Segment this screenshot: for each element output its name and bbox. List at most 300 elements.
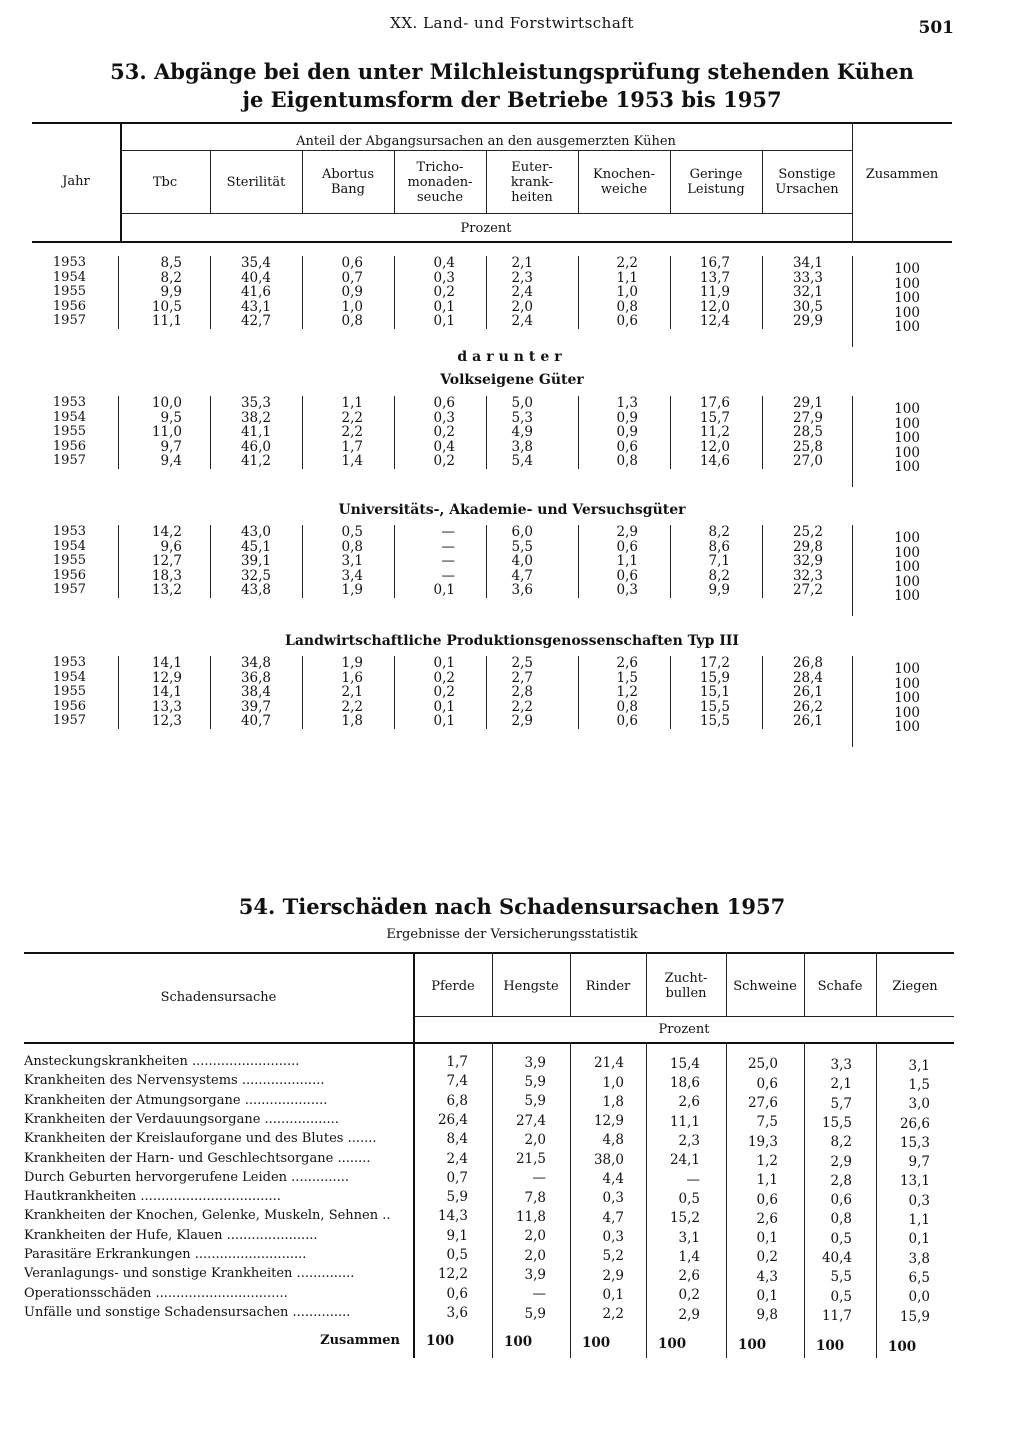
table-cell: 0,1 (433, 313, 455, 329)
table-cell: 25,0 (747, 1056, 778, 1073)
table-cell: 13,7 (699, 269, 730, 286)
table-cell: 10,5 (151, 298, 182, 315)
year-cell: 1957 (52, 713, 86, 728)
table-cell: 100 (894, 704, 920, 721)
table-cell: 100 (894, 415, 920, 432)
year-cell: 1956 (52, 298, 86, 314)
table-cell: 0,8 (616, 453, 638, 469)
table-cell: 2,9 (830, 1153, 852, 1170)
table-cell: 2,5 (511, 655, 533, 671)
row-label: Unfälle und sonstige Schadensursachen .............. (24, 1305, 351, 1320)
table-cell: 0,9 (616, 409, 638, 426)
table-cell: 10,0 (151, 395, 182, 411)
table-cell: 0,2 (756, 1249, 778, 1266)
column-rule (118, 256, 119, 329)
table-cell: 26,4 (437, 1111, 468, 1128)
table-cell: 5,5 (511, 538, 533, 555)
table-cell: 100 (894, 459, 920, 475)
table-cell: 9,6 (160, 538, 182, 555)
column-rule (852, 525, 853, 616)
table-cell: 32,9 (792, 553, 823, 569)
table-cell: 1,1 (756, 1172, 778, 1189)
table-cell: 45,1 (240, 538, 271, 555)
total-cell: 100 (426, 1333, 455, 1349)
total-cell: 100 (658, 1336, 687, 1352)
table-cell: 8,5 (160, 255, 182, 271)
row-label: Krankheiten der Knochen, Gelenke, Muskeln, Sehnen .. (24, 1209, 391, 1224)
table-cell: 3,9 (524, 1054, 546, 1071)
row-label: Krankheiten der Hufe, Klauen ...................... (24, 1228, 318, 1243)
table-cell: 100 (894, 261, 920, 277)
row-label: Krankheiten des Nervensystems .................... (24, 1074, 325, 1089)
table-cell: 2,6 (678, 1268, 700, 1285)
group-header: Anteil der Abgangsursachen an den ausgemerzten Kühen (296, 133, 676, 149)
year-cell: 1955 (52, 424, 86, 439)
table-cell: — (532, 1170, 546, 1187)
table-cell: 1,4 (341, 453, 363, 469)
row-label: Krankheiten der Kreislauforgane und des Blutes ....... (24, 1132, 377, 1147)
table-cell: 1,1 (908, 1212, 930, 1228)
table-cell: 25,8 (792, 438, 823, 455)
year-cell: 1953 (52, 524, 86, 539)
table-cell: 29,8 (792, 538, 823, 555)
table-cell: 0,5 (830, 1288, 852, 1305)
table-cell: 11,1 (669, 1113, 700, 1130)
table-cell: — (441, 567, 455, 584)
table-cell: 100 (894, 430, 920, 446)
table-cell: 6,5 (908, 1269, 930, 1286)
table-cell: 8,2 (708, 567, 730, 584)
table-cell: 0,6 (756, 1075, 778, 1092)
table-cell: 6,8 (446, 1092, 468, 1109)
column-rule (118, 656, 119, 729)
total-cell: 100 (582, 1335, 611, 1351)
year-cell: 1955 (52, 684, 86, 699)
table-cell: 2,2 (602, 1306, 624, 1323)
table-53-title-line-2: je Eigentumsform der Betriebe 1953 bis 1957 (242, 87, 782, 112)
table-cell: 2,2 (341, 698, 363, 715)
table-cell: 0,7 (341, 269, 363, 286)
unit-prozent: Prozent (460, 220, 512, 236)
column-header: Zucht- bullen (664, 971, 708, 1001)
table-cell: — (441, 524, 455, 540)
table-cell: 7,4 (446, 1073, 468, 1090)
table-cell: 28,5 (792, 424, 823, 440)
table-cell: 100 (894, 319, 920, 335)
table-cell: 100 (894, 304, 920, 321)
total-column-header: Zusammen (865, 167, 939, 182)
table-cell: 1,0 (341, 298, 363, 315)
table-cell: 5,4 (511, 453, 533, 469)
table-cell: 0,1 (756, 1288, 778, 1304)
darunter-label: darunter (457, 349, 567, 365)
table-cell: 3,0 (908, 1096, 930, 1113)
total-row-label: Zusammen (320, 1334, 400, 1348)
table-cell: 8,2 (708, 524, 730, 540)
table-cell: 7,5 (756, 1114, 778, 1131)
table-cell: 0,1 (756, 1230, 778, 1247)
column-header: Hengste (503, 978, 559, 994)
table-cell: 2,2 (616, 255, 638, 271)
table-cell: 1,1 (616, 269, 638, 286)
table-cell: 41,1 (240, 424, 271, 440)
table-cell: 14,1 (151, 655, 182, 671)
table-cell: 5,5 (830, 1269, 852, 1286)
table-cell: 5,9 (524, 1093, 546, 1110)
table-cell: 43,0 (240, 524, 271, 540)
table-cell: 2,1 (830, 1076, 852, 1093)
table-cell: 1,7 (341, 438, 363, 455)
table-cell: 18,6 (669, 1075, 700, 1092)
table-cell: 0,3 (602, 1190, 624, 1207)
table-cell: — (532, 1286, 546, 1303)
table-cell: 1,8 (602, 1093, 624, 1110)
table-cell: 100 (894, 588, 920, 604)
row-label: Hautkrankheiten .................................. (24, 1190, 281, 1205)
table-cell: 12,0 (699, 298, 730, 315)
table-cell: 2,9 (616, 524, 638, 540)
table-cell: 8,2 (830, 1134, 852, 1151)
table-cell: 11,1 (151, 313, 182, 329)
column-rule (118, 525, 119, 598)
table-cell: 0,2 (433, 669, 455, 686)
rule-line (24, 1042, 954, 1044)
row-label: Operationsschäden ................................ (24, 1286, 288, 1301)
table-cell: — (441, 553, 455, 569)
table-cell: 2,3 (678, 1133, 700, 1149)
table-cell: 0,1 (433, 698, 455, 715)
table-cell: 3,1 (341, 553, 363, 569)
table-cell: 9,1 (446, 1227, 468, 1244)
section-heading: Volkseigene Güter (440, 372, 584, 388)
table-cell: 2,8 (511, 684, 533, 700)
table-cell: 15,5 (699, 698, 730, 715)
table-cell: 15,5 (699, 713, 730, 729)
table-cell: 1,2 (756, 1152, 778, 1169)
column-header: Schweine (733, 978, 797, 994)
table-cell: 38,0 (593, 1151, 624, 1168)
table-cell: 5,9 (446, 1189, 468, 1206)
table-cell: 0,6 (616, 538, 638, 555)
rule-line (32, 122, 952, 124)
table-cell: 32,3 (792, 567, 823, 584)
row-label: Veranlagungs- und sonstige Krankheiten .............. (24, 1267, 355, 1282)
table-cell: 1,5 (616, 669, 638, 686)
table-cell: 39,7 (240, 698, 271, 715)
column-rule (118, 396, 119, 469)
table-cell: 0,5 (341, 524, 363, 540)
table-cell: 27,2 (792, 582, 823, 598)
table-cell: 0,6 (341, 255, 363, 271)
table-cell: 15,4 (669, 1055, 700, 1072)
total-cell: 100 (504, 1334, 533, 1350)
table-cell: 0,6 (616, 313, 638, 329)
table-cell: 15,1 (699, 684, 730, 700)
table-cell: 26,2 (792, 698, 823, 715)
table-cell: 12,4 (699, 313, 730, 329)
table-cell: 4,3 (756, 1268, 778, 1285)
year-cell: 1954 (52, 409, 86, 425)
table-cell: 24,1 (669, 1152, 700, 1169)
table-cell: 14,1 (151, 684, 182, 700)
table-cell: 9,8 (756, 1307, 778, 1324)
table-cell: 6,0 (511, 524, 533, 540)
table-cell: 2,0 (524, 1228, 546, 1245)
table-cell: 0,5 (446, 1247, 468, 1263)
table-cell: 16,7 (699, 255, 730, 271)
table-cell: 0,6 (830, 1192, 852, 1209)
table-cell: 34,1 (792, 255, 823, 271)
table-cell: 35,4 (240, 255, 271, 271)
table-cell: 3,6 (446, 1304, 468, 1321)
year-cell: 1955 (52, 553, 86, 568)
table-cell: 32,5 (240, 567, 271, 584)
table-cell: 15,2 (669, 1210, 700, 1227)
column-rule (852, 656, 853, 747)
table-cell: 12,2 (437, 1266, 468, 1283)
table-cell: 2,4 (511, 284, 533, 300)
table-cell: 0,3 (433, 409, 455, 426)
section-heading: Universitäts-, Akademie- und Versuchsgüter (338, 502, 686, 518)
table-cell: 0,6 (433, 395, 455, 411)
table-cell: 2,1 (511, 255, 533, 271)
table-cell: 0,3 (908, 1192, 930, 1209)
table-cell: 26,1 (792, 684, 823, 700)
table-cell: 41,6 (240, 284, 271, 300)
table-cell: 2,0 (511, 298, 533, 315)
table-cell: 100 (894, 401, 920, 417)
table-54-title: 54. Tierschäden nach Schadensursachen 1957 (238, 894, 786, 919)
table-cell: 11,8 (515, 1209, 546, 1225)
table-cell: 0,4 (433, 255, 455, 271)
table-cell: 100 (894, 444, 920, 461)
table-cell: 11,7 (821, 1307, 852, 1324)
table-cell: 15,9 (899, 1308, 930, 1325)
table-cell: 0,1 (908, 1231, 930, 1248)
table-cell: 27,0 (792, 453, 823, 469)
table-cell: 0,2 (433, 284, 455, 300)
table-cell: 0,3 (433, 269, 455, 286)
column-header: Abortus Bang (321, 167, 375, 197)
table-cell: 5,7 (830, 1095, 852, 1112)
table-cell: 7,1 (708, 553, 730, 569)
year-column-header: Jahr (62, 174, 90, 189)
table-cell: 29,9 (792, 313, 823, 329)
table-cell: 21,5 (515, 1151, 546, 1168)
table-cell: 2,6 (678, 1094, 700, 1111)
table-cell: 0,8 (341, 313, 363, 329)
table-cell: 35,3 (240, 395, 271, 411)
table-cell: 2,4 (446, 1150, 468, 1167)
table-cell: 5,2 (602, 1248, 624, 1265)
table-cell: 25,2 (792, 524, 823, 540)
table-cell: 3,6 (511, 582, 533, 598)
table-cell: 0,8 (830, 1211, 852, 1228)
table-cell: 40,4 (821, 1250, 852, 1266)
table-cell: 4,9 (511, 424, 533, 440)
table-cell: 1,1 (616, 553, 638, 569)
column-header: Knochen- weiche (592, 167, 656, 197)
table-cell: 40,7 (240, 713, 271, 729)
table-cell: 0,1 (433, 582, 455, 598)
table-cell: 0,3 (616, 582, 638, 598)
table-cell: 7,8 (524, 1189, 546, 1206)
table-cell: 5,0 (511, 395, 533, 411)
table-cell: 1,5 (908, 1076, 930, 1093)
table-cell: 12,9 (151, 669, 182, 686)
rule-line (32, 241, 952, 243)
year-cell: 1953 (52, 255, 86, 270)
year-cell: 1954 (52, 669, 86, 685)
year-cell: 1957 (52, 453, 86, 468)
rule-line (414, 1016, 954, 1017)
table-cell: 1,6 (341, 669, 363, 686)
table-cell: 40,4 (240, 269, 271, 286)
column-header: Geringe Leistung (687, 167, 745, 197)
row-label: Krankheiten der Harn- und Geschlechtsorgane ........ (24, 1151, 371, 1166)
year-cell: 1957 (52, 582, 86, 597)
table-cell: 100 (894, 675, 920, 692)
table-cell: 26,1 (792, 713, 823, 729)
table-cell: 0,1 (602, 1286, 624, 1303)
table-cell: 2,1 (341, 684, 363, 700)
table-cell: 3,1 (678, 1229, 700, 1246)
section-heading: Landwirtschaftliche Produktionsgenossenschaften Typ III (285, 633, 739, 649)
table-cell: 4,0 (511, 553, 533, 569)
column-header: Rinder (585, 978, 631, 994)
table-cell: 28,4 (792, 669, 823, 686)
table-cell: 8,4 (446, 1131, 468, 1148)
table-cell: 2,9 (678, 1306, 700, 1323)
table-cell: 2,8 (830, 1172, 852, 1189)
table-cell: 29,1 (792, 395, 823, 411)
table-cell: 15,7 (699, 409, 730, 426)
column-header: Sonstige Ursachen (775, 167, 839, 197)
table-cell: 0,2 (433, 424, 455, 440)
table-cell: 0,7 (446, 1169, 468, 1186)
table-cell: 15,9 (699, 669, 730, 686)
table-cell: 15,5 (821, 1114, 852, 1131)
column-header: Tricho- monaden- seuche (407, 159, 473, 205)
table-cell: 3,8 (908, 1250, 930, 1267)
table-cell: 11,9 (699, 284, 730, 300)
table-cell: 27,6 (747, 1095, 778, 1111)
table-cell: 2,3 (511, 269, 533, 286)
table-cell: 2,9 (602, 1267, 624, 1284)
row-label: Krankheiten der Atmungsorgane .................... (24, 1093, 328, 1108)
year-cell: 1956 (52, 698, 86, 714)
table-cell: 1,7 (446, 1054, 468, 1070)
table-cell: 18,3 (151, 567, 182, 584)
column-header: Tbc (152, 174, 178, 190)
row-label: Durch Geburten hervorgerufene Leiden .............. (24, 1170, 350, 1185)
table-cell: 2,7 (511, 669, 533, 686)
table-cell: 0,1 (433, 298, 455, 315)
table-cell: 38,4 (240, 684, 271, 700)
table-cell: 2,0 (524, 1247, 546, 1264)
table-cell: 1,0 (616, 284, 638, 300)
column-header: Schafe (817, 978, 863, 994)
table-cell: 100 (894, 530, 920, 546)
column-header: Ziegen (892, 978, 938, 994)
table-cell: 1,2 (616, 684, 638, 700)
table-cell: 17,2 (699, 655, 730, 671)
table-cell: 1,8 (341, 713, 363, 729)
table-cell: 9,7 (908, 1154, 930, 1171)
table-cell: 2,9 (511, 713, 533, 729)
table-cell: 13,2 (151, 582, 182, 598)
table-cell: 9,9 (160, 284, 182, 300)
column-header: Euter- krank- heiten (510, 159, 554, 205)
table-cell: 0,1 (433, 655, 455, 671)
table-cell: 2,6 (756, 1210, 778, 1227)
year-cell: 1953 (52, 395, 86, 410)
table-cell: 33,3 (792, 269, 823, 286)
year-cell: 1954 (52, 538, 86, 554)
year-cell: 1953 (52, 655, 86, 670)
table-cell: 100 (894, 559, 920, 575)
table-cell: 14,2 (151, 524, 182, 540)
table-cell: 1,9 (341, 582, 363, 598)
year-cell: 1955 (52, 284, 86, 299)
table-cell: 0,8 (341, 538, 363, 555)
table-cell: 100 (894, 544, 920, 561)
table-cell: 13,3 (151, 698, 182, 715)
table-cell: 0,6 (446, 1285, 468, 1302)
table-cell: 26,6 (899, 1115, 930, 1132)
table-cell: 2,2 (341, 424, 363, 440)
total-cell: 100 (888, 1339, 917, 1355)
table-cell: — (686, 1171, 700, 1188)
table-cell: 1,3 (616, 395, 638, 411)
table-cell: 3,1 (908, 1057, 930, 1074)
year-cell: 1954 (52, 269, 86, 285)
table-cell: 0,0 (908, 1289, 930, 1306)
table-cell: 2,4 (511, 313, 533, 329)
table-cell: 39,1 (240, 553, 271, 569)
table-53-title-line-1: 53. Abgänge bei den unter Milchleistungsprüfung stehenden Kühen (110, 59, 914, 84)
table-cell: 5,3 (511, 409, 533, 426)
table-cell: 9,7 (160, 438, 182, 455)
table-cell: 30,5 (792, 298, 823, 315)
table-cell: 3,9 (524, 1266, 546, 1283)
table-cell: 1,4 (678, 1248, 700, 1265)
table-cell: 43,1 (240, 298, 271, 315)
table-cell: 2,2 (511, 698, 533, 715)
table-cell: 0,6 (616, 438, 638, 455)
table-cell: 100 (894, 275, 920, 292)
year-cell: 1956 (52, 567, 86, 583)
table-cell: 3,3 (830, 1057, 852, 1073)
row-label: Ansteckungskrankheiten .......................... (24, 1055, 300, 1069)
table-cell: 100 (894, 719, 920, 735)
table-cell: 14,6 (699, 453, 730, 469)
table-cell: 11,0 (151, 424, 182, 440)
table-cell: 4,8 (602, 1132, 624, 1149)
table-cell: 14,3 (437, 1208, 468, 1225)
table-cell: 0,6 (616, 567, 638, 584)
table-cell: 0,8 (616, 698, 638, 715)
table-cell: 0,6 (756, 1191, 778, 1208)
table-cell: 0,9 (341, 284, 363, 300)
table-cell: 5,9 (524, 1073, 546, 1090)
table-cell: 100 (894, 573, 920, 590)
table-cell: 12,9 (593, 1113, 624, 1130)
table-cell: 0,2 (433, 684, 455, 700)
table-cell: 3,8 (511, 438, 533, 455)
column-rule (852, 256, 853, 347)
table-cell: 27,9 (792, 409, 823, 426)
